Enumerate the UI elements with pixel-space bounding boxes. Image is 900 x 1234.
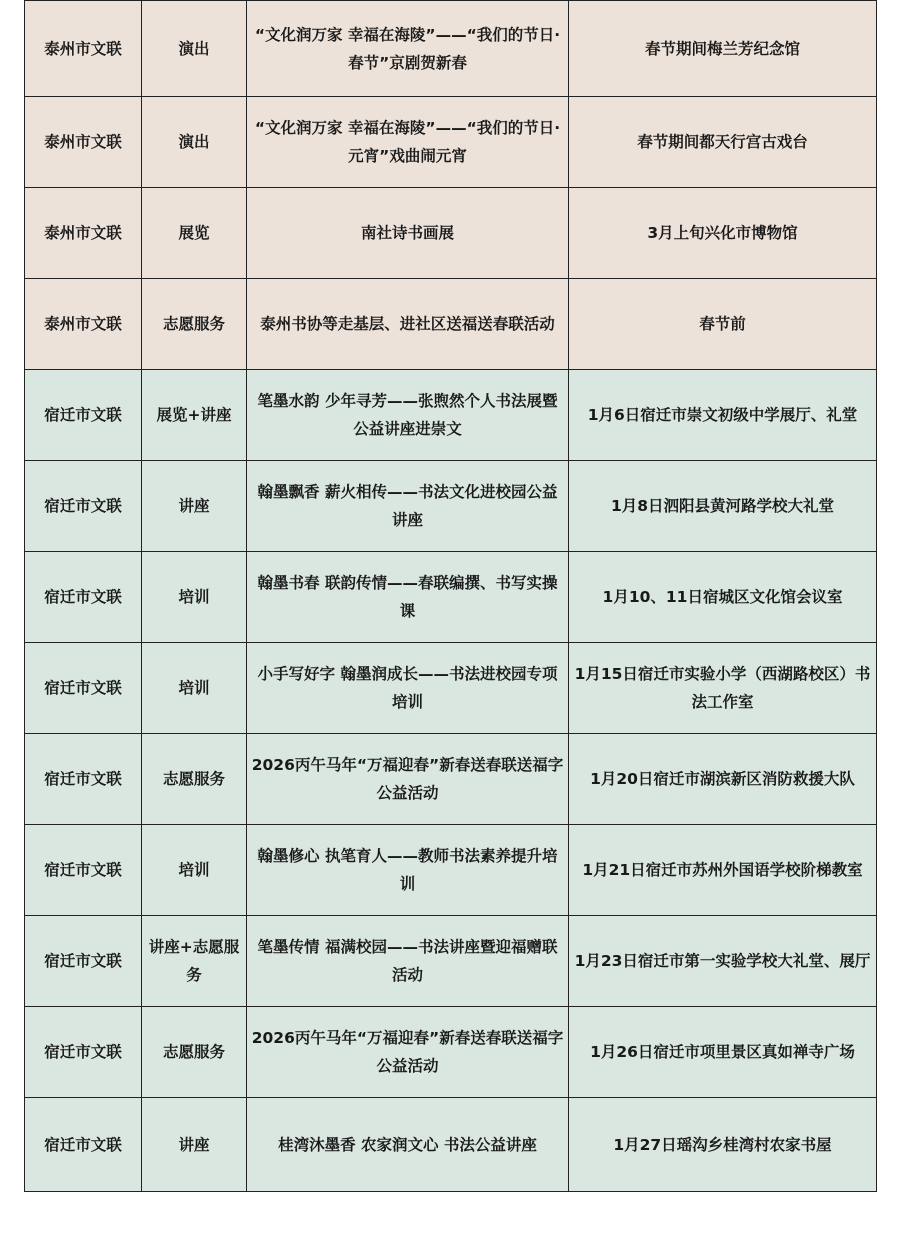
org-cell: 泰州市文联 [25, 97, 142, 188]
table-row [25, 1098, 877, 1192]
org-cell: 泰州市文联 [25, 188, 142, 279]
org-cell: 宿迁市文联 [25, 552, 142, 643]
type-cell: 讲座+志愿服务 [142, 916, 247, 1007]
activity-name-cell: “文化润万家 幸福在海陵”——“我们的节日·春节”京剧贺新春 [247, 1, 569, 97]
type-cell: 志愿服务 [142, 734, 247, 825]
type-cell: 演出 [142, 1, 247, 97]
type-cell: 志愿服务 [142, 279, 247, 370]
org-cell: 宿迁市文联 [25, 461, 142, 552]
type-cell: 演出 [142, 97, 247, 188]
type-cell: 讲座 [142, 461, 247, 552]
time-place-cell: 1月27日瑶沟乡桂湾村农家书屋 [569, 1098, 877, 1192]
time-place-cell: 3月上旬兴化市博物馆 [569, 188, 877, 279]
activity-name-cell: “文化润万家 幸福在海陵”——“我们的节日·元宵”戏曲闹元宵 [247, 97, 569, 188]
activity-name-cell: 小手写好字 翰墨润成长——书法进校园专项培训 [247, 643, 569, 734]
org-cell: 宿迁市文联 [25, 1007, 142, 1098]
time-place-cell: 1月15日宿迁市实验小学（西湖路校区）书法工作室 [569, 643, 877, 734]
activity-name-cell: 南社诗书画展 [247, 188, 569, 279]
type-cell: 展览+讲座 [142, 370, 247, 461]
org-cell: 宿迁市文联 [25, 370, 142, 461]
time-place-cell: 春节期间都天行宫古戏台 [569, 97, 877, 188]
org-cell: 宿迁市文联 [25, 825, 142, 916]
type-cell: 培训 [142, 552, 247, 643]
org-cell: 宿迁市文联 [25, 643, 142, 734]
org-cell: 泰州市文联 [25, 279, 142, 370]
table-row [25, 188, 877, 279]
org-cell: 宿迁市文联 [25, 916, 142, 1007]
table-row [25, 552, 877, 643]
org-cell: 宿迁市文联 [25, 734, 142, 825]
activity-name-cell: 翰墨飘香 薪火相传——书法文化进校园公益讲座 [247, 461, 569, 552]
activity-table-container [24, 0, 876, 1192]
time-place-cell: 1月20日宿迁市湖滨新区消防救援大队 [569, 734, 877, 825]
table-row [25, 734, 877, 825]
activity-table [24, 0, 877, 1192]
activity-name-cell: 笔墨传情 福满校园——书法讲座暨迎福赠联活动 [247, 916, 569, 1007]
table-row [25, 461, 877, 552]
time-place-cell: 1月8日泗阳县黄河路学校大礼堂 [569, 461, 877, 552]
time-place-cell: 春节期间梅兰芳纪念馆 [569, 1, 877, 97]
activity-name-cell: 泰州书协等走基层、进社区送福送春联活动 [247, 279, 569, 370]
table-row [25, 643, 877, 734]
time-place-cell: 1月23日宿迁市第一实验学校大礼堂、展厅 [569, 916, 877, 1007]
org-cell: 宿迁市文联 [25, 1098, 142, 1192]
table-row [25, 279, 877, 370]
table-row [25, 1007, 877, 1098]
activity-name-cell: 2026丙午马年“万福迎春”新春送春联送福字公益活动 [247, 734, 569, 825]
type-cell: 展览 [142, 188, 247, 279]
type-cell: 志愿服务 [142, 1007, 247, 1098]
table-row [25, 825, 877, 916]
table-row [25, 370, 877, 461]
table-row [25, 97, 877, 188]
time-place-cell: 1月21日宿迁市苏州外国语学校阶梯教室 [569, 825, 877, 916]
activity-name-cell: 桂湾沐墨香 农家润文心 书法公益讲座 [247, 1098, 569, 1192]
activity-name-cell: 2026丙午马年“万福迎春”新春送春联送福字公益活动 [247, 1007, 569, 1098]
activity-name-cell: 笔墨水韵 少年寻芳——张煦然个人书法展暨公益讲座进崇文 [247, 370, 569, 461]
time-place-cell: 1月10、11日宿城区文化馆会议室 [569, 552, 877, 643]
time-place-cell: 1月26日宿迁市项里景区真如禅寺广场 [569, 1007, 877, 1098]
time-place-cell: 1月6日宿迁市崇文初级中学展厅、礼堂 [569, 370, 877, 461]
type-cell: 培训 [142, 825, 247, 916]
type-cell: 培训 [142, 643, 247, 734]
org-cell: 泰州市文联 [25, 1, 142, 97]
type-cell: 讲座 [142, 1098, 247, 1192]
time-place-cell: 春节前 [569, 279, 877, 370]
table-row [25, 916, 877, 1007]
activity-name-cell: 翰墨修心 执笔育人——教师书法素养提升培训 [247, 825, 569, 916]
activity-name-cell: 翰墨书春 联韵传情——春联编撰、书写实操课 [247, 552, 569, 643]
table-row [25, 1, 877, 97]
